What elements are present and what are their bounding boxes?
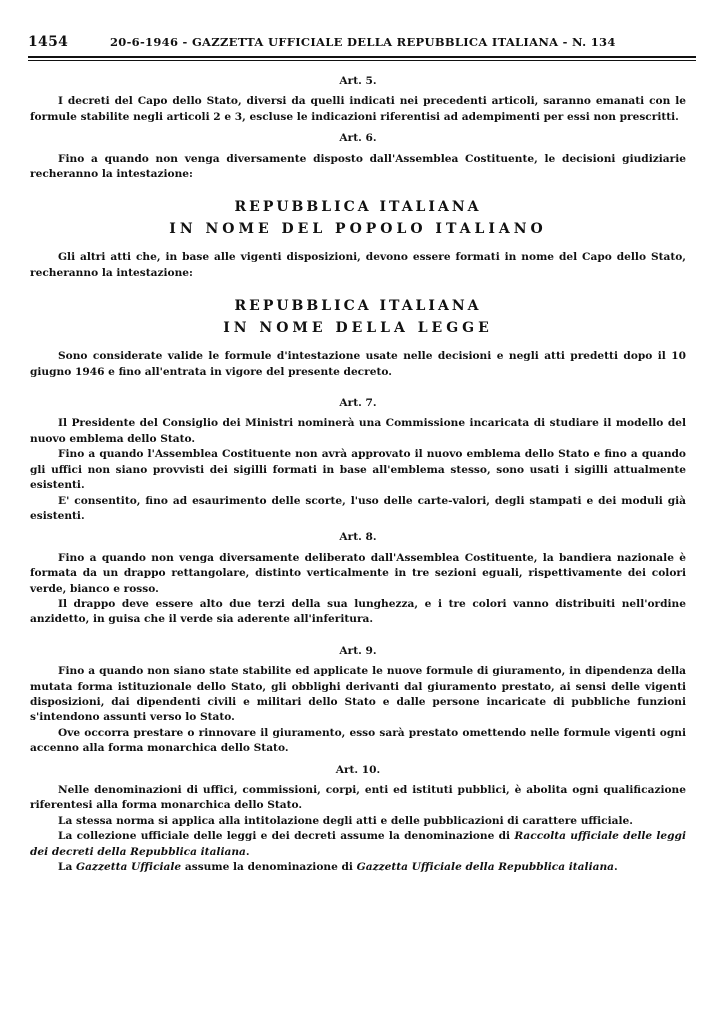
article-10-paragraph-2: La stessa norma si applica alla intitolazione degli atti e delle pubblicazioni di carattere ufficiale. — [58, 814, 633, 827]
header-rule-thin — [28, 60, 696, 61]
article-9-paragraph-2: Ove occorra prestare o rinnovare il giuramento, esso sarà prestato omettendo nelle formule vigenti ogni accenno alla forma monarchica dello Stato. — [30, 726, 686, 755]
article-7-heading: Art. 7. — [339, 397, 377, 410]
article-10-paragraph-3 — [30, 829, 686, 860]
gazette-title: 20-6-1946 - GAZZETTA UFFICIALE DELLA REPUBBLICA ITALIANA - N. 134 — [110, 35, 616, 49]
article-6-paragraph-2: Gli altri atti che, in base alle vigenti disposizioni, devono essere formati in nome del Capo dello Stato, recheranno la intestazione: — [30, 251, 686, 279]
p4-italic-new-title: Gazzetta Ufficiale della Repubblica italiana — [356, 861, 615, 874]
p4-italic-old-title: Gazzetta Ufficiale — [76, 861, 182, 874]
article-7-paragraph-1: Il Presidente del Consiglio dei Ministri nominerà una Commissione incaricata di studiare il modello del nuovo emblema dello Stato. — [30, 417, 686, 445]
p4-text-c: assume la denominazione di — [181, 861, 357, 874]
p3-italic-title: Raccolta ufficiale delle leggi dei decreti della Repubblica italiana — [30, 830, 686, 858]
article-6-heading: Art. 6. — [339, 132, 377, 145]
p4-text-a: La — [58, 861, 77, 874]
document-body — [30, 74, 686, 875]
article-10-paragraph-4 — [30, 860, 686, 875]
article-8-paragraph-1: Fino a quando non venga diversamente deliberato dall'Assemblea Costituente, la bandiera nazionale è formata da un drappo rettangolare, distinto verticalmente in tre sezioni eguali, rispettivamente dei colori verde, bianco e rosso. — [30, 551, 686, 595]
header-rule-thick — [28, 56, 696, 58]
court-heading-line-1: REPUBBLICA ITALIANA — [234, 199, 482, 216]
page-number: 1454 — [28, 34, 69, 50]
p3-text-c: . — [245, 845, 250, 858]
article-6-paragraph-3: Sono considerate valide le formule d'intestazione usate nelle decisioni e negli atti predetti dopo il 10 giugno 1946 e fino all'entrata in vigore del presente decreto. — [30, 350, 686, 378]
acts-heading-line-1: REPUBBLICA ITALIANA — [234, 298, 482, 315]
article-7-paragraph-3: E' consentito, fino ad esaurimento delle scorte, l'uso delle carte-valori, degli stampati e dei moduli già esistenti. — [30, 494, 686, 522]
article-5-paragraph-1: I decreti del Capo dello Stato, diversi da quelli indicati nei precedenti articoli, saranno emanati con le formule stabilite negli articoli 2 e 3, escluse le indicazioni riferentisi ad adempimenti per essi non prescritti. — [30, 95, 686, 123]
article-9-paragraph-1: Fino a quando non siano state stabilite ed applicate le nuove formule di giuramento, in dipendenza della mutata forma istituzionale dello Stato, gli obblighi derivanti dal giuramento prestato, ai sensi delle vigenti disposizioni, dai dipendenti civili e militari dello Stato e dalle persone incaricate di pubbliche funzioni s'intendono assunti verso lo Stato. — [30, 665, 686, 724]
court-heading-line-2: IN NOME DEL POPOLO ITALIANO — [169, 221, 547, 238]
acts-heading-block — [30, 295, 686, 339]
p4-text-e: . — [614, 861, 618, 874]
article-10-paragraph-1: Nelle denominazioni di uffici, commissioni, corpi, enti ed istituti pubblici, è abolita ogni qualificazione riferentesi alla forma monarchica dello Stato. — [30, 784, 686, 812]
article-8-heading: Art. 8. — [339, 531, 377, 544]
article-8-paragraph-2: Il drappo deve essere alto due terzi della sua lunghezza, e i tre colori vanno distribuiti nell'ordine anzidetto, in guisa che il verde sia aderente all'inferitura. — [30, 597, 686, 626]
page-header — [28, 34, 696, 52]
acts-heading-line-2: IN NOME DELLA LEGGE — [223, 320, 493, 337]
article-9-heading: Art. 9. — [339, 644, 377, 657]
article-6-paragraph-1: Fino a quando non venga diversamente disposto dall'Assemblea Costituente, le decisioni giudiziarie recheranno la intestazione: — [30, 152, 686, 181]
court-heading-block — [30, 196, 686, 240]
article-5-heading: Art. 5. — [339, 75, 377, 87]
article-10-heading: Art. 10. — [335, 763, 381, 776]
article-7-paragraph-2: Fino a quando l'Assemblea Costituente non avrà approvato il nuovo emblema dello Stato e fino a quando gli uffici non siano provvisti dei sigilli formati in base all'emblema stesso, sono usati i sigilli attualmente esistenti. — [30, 448, 686, 492]
p3-text-a: La collezione ufficiale delle leggi e dei decreti assume la denominazione di — [58, 830, 515, 843]
